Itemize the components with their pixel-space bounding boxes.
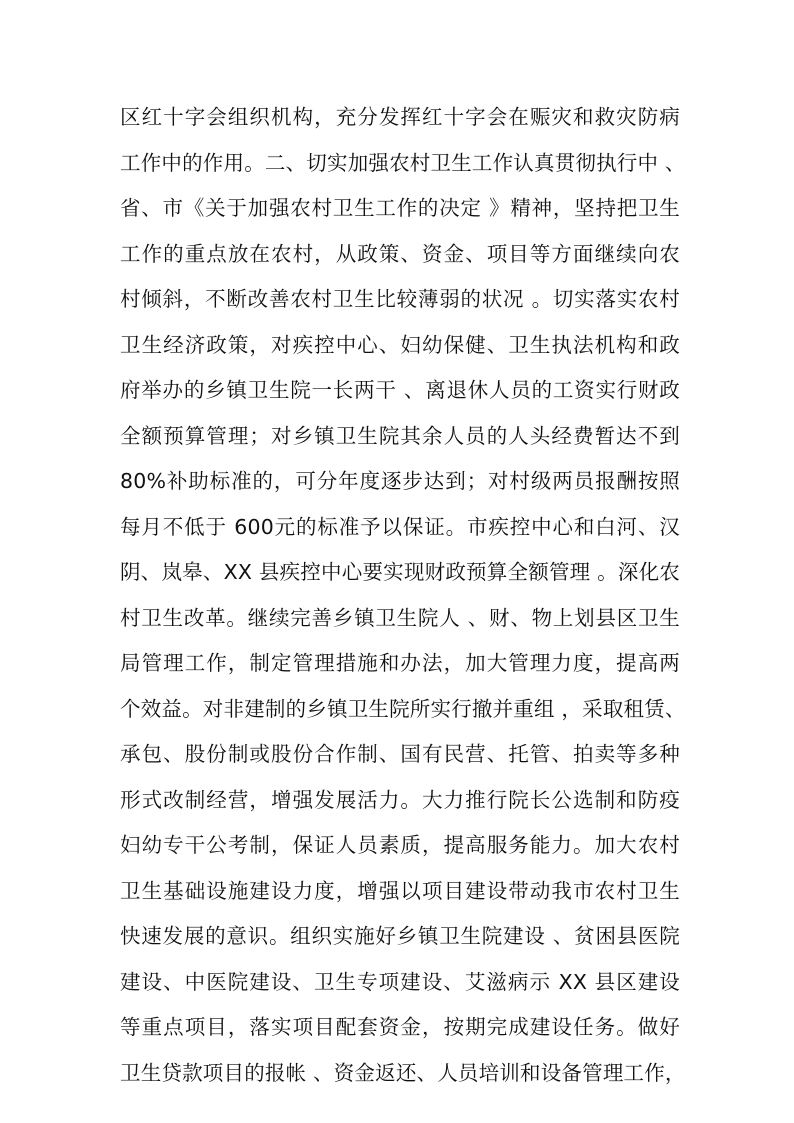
text-line: 个效益。对非建制的乡镇卫生院所实行撤并重组 ，采取租赁、 (120, 696, 686, 721)
text-line: 每月不低于 600元的标准予以保证。市疾控中心和白河、汉 (120, 514, 680, 539)
text-line: 村倾斜，不断改善农村卫生比较薄弱的状况 。切实落实农村 (120, 287, 680, 311)
text-line: 承包、股份制或股份合作制、国有民营、托管、拍卖等多种 (120, 742, 680, 766)
text-line: 建设、中医院建设、卫生专项建设、艾滋病示 XX 县区建设 (120, 969, 680, 994)
text-line: 形式改制经营，增强发展活力。大力推行院长公选制和防疫 (120, 787, 680, 812)
text-line: 卫生贷款项目的报帐 、资金返还、人员培训和设备管理工作， (120, 1060, 686, 1085)
text-line: 快速发展的意识。组织实施好乡镇卫生院建设 、贫困县医院 (120, 924, 680, 948)
text-line: 省、市《关于加强农村卫生工作的决定 》精神，坚持把卫生 (120, 196, 680, 220)
text-line: 局管理工作，制定管理措施和办法，加大管理力度，提高两 (120, 651, 680, 675)
document-body (120, 95, 686, 1096)
text-line: 村卫生改革。继续完善乡镇卫生院人 、财、物上划县区卫生 (120, 605, 680, 630)
text-line: 卫生基础设施建设力度，增强以项目建设带动我市农村卫生 (120, 878, 680, 903)
text-line: 80%补助标准的，可分年度逐步达到；对村级两员报酬按照 (120, 469, 680, 493)
text-line: 工作中的作用。二、切实加强农村卫生工作认真贯彻执行中 、 (120, 150, 686, 175)
text-line: 府举办的乡镇卫生院一长两干 、离退休人员的工资实行财政 (120, 378, 680, 402)
text-line: 等重点项目，落实项目配套资金，按期完成建设任务。做好 (120, 1015, 680, 1039)
text-line: 阴、岚皋、XX 县疾控中心要实现财政预算全额管理 。深化农 (120, 560, 680, 584)
text-line: 全额预算管理；对乡镇卫生院其余人员的人头经费暂达不到 (120, 423, 680, 448)
text-line: 妇幼专干公考制，保证人员素质，提高服务能力。加大农村 (120, 833, 680, 857)
text-line: 卫生经济政策，对疾控中心、妇幼保健、卫生执法机构和政 (120, 332, 680, 357)
text-line: 区红十字会组织机构，充分发挥红十字会在赈灾和救灾防病 (120, 105, 680, 129)
text-line: 工作的重点放在农村，从政策、资金、项目等方面继续向农 (120, 241, 680, 266)
